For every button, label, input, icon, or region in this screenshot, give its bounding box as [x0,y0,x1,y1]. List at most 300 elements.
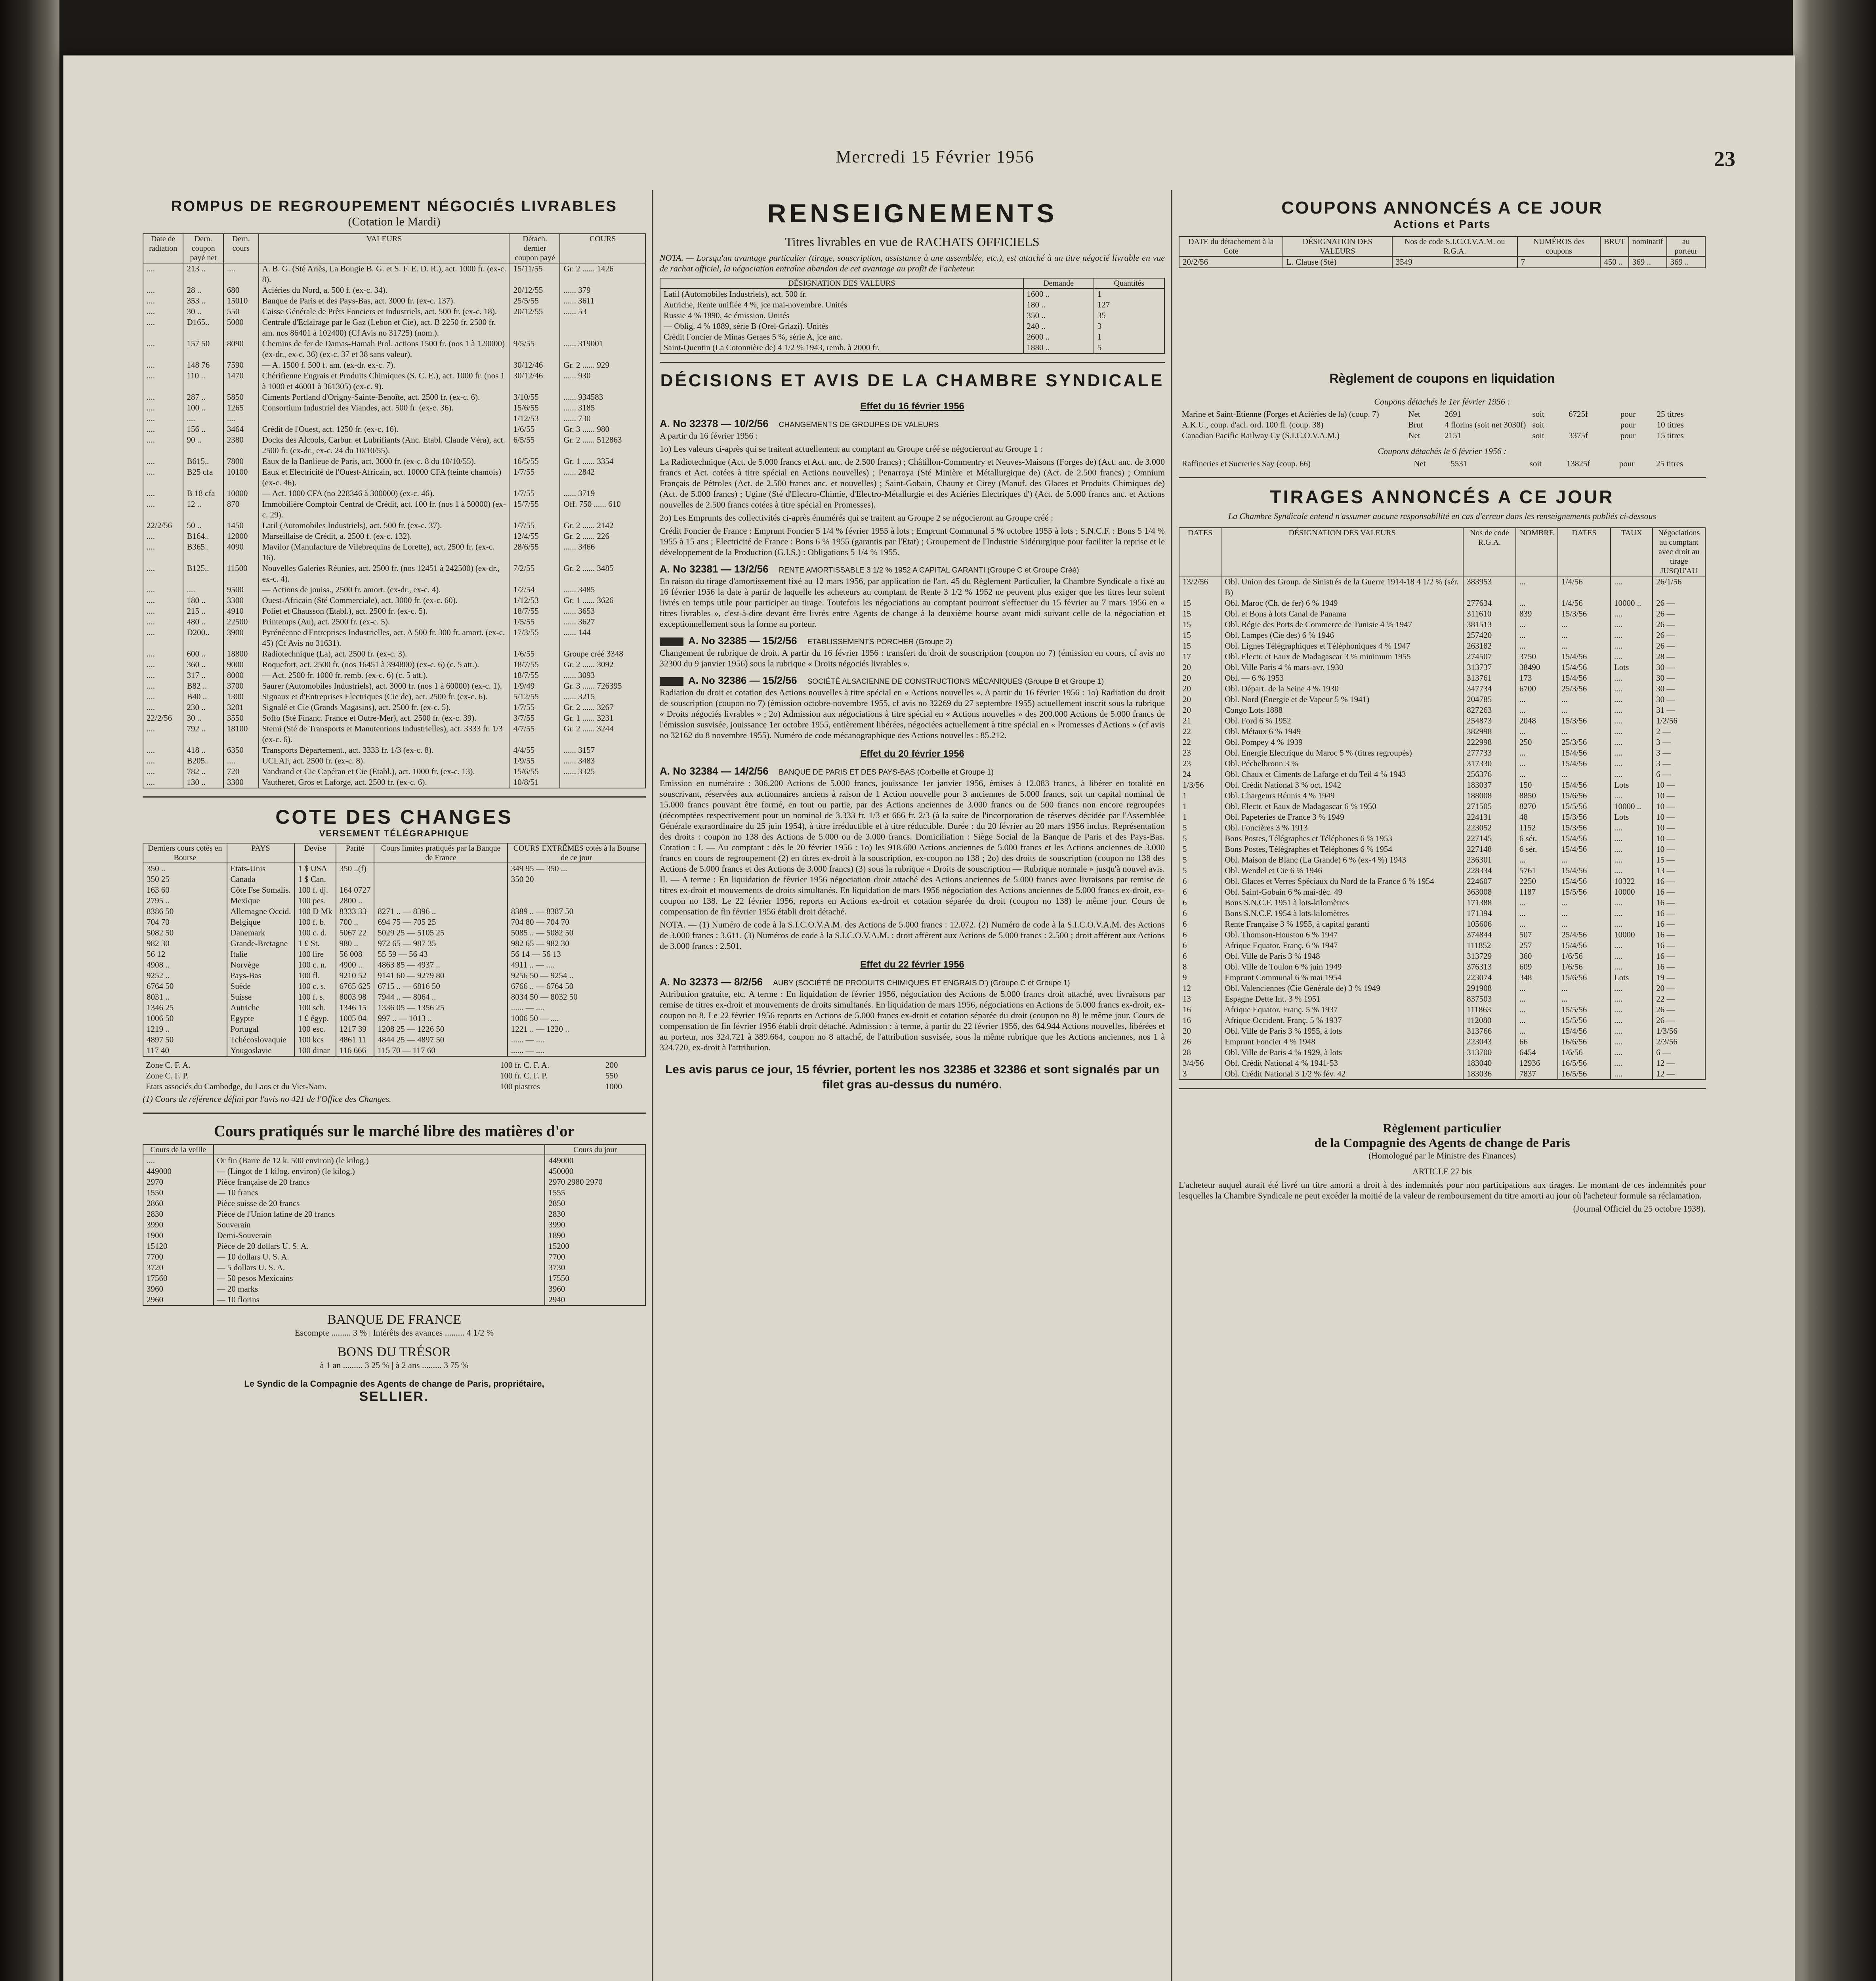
table-cell: Banque de Paris et des Pays-Bas, act. 3000 fr. (ex-c. 137). [259,296,510,306]
table-cell: 7837 [1516,1069,1558,1080]
table-cell: 16 — [1653,887,1705,897]
table-row [143,306,645,317]
table-row [143,766,645,777]
bons-line: à 1 an ......... 3 25 % | à 2 ans ......... 3 75 % [320,1360,469,1370]
table-cell: 110 .. [183,370,223,392]
table-cell: 183036 [1463,1069,1516,1080]
table-cell: .... [1611,962,1653,972]
table-row [1179,651,1705,662]
table-cell: Autriche [227,1002,295,1013]
table-cell: 171394 [1463,908,1516,919]
table-cell: .... [1611,897,1653,908]
table-cell: ...... — .... [508,1045,645,1056]
table-cell: 26 — [1653,1015,1705,1026]
table-cell: 350 ..(f) [336,863,374,874]
table-cell: ... [1516,897,1558,908]
table-cell: 782 .. [183,766,223,777]
table-cell: .... [1611,651,1653,662]
table-cell: 263182 [1463,641,1516,651]
table-cell: ... [1558,630,1611,641]
table-cell: 3960 [147,1284,163,1294]
table-row [143,745,645,756]
table-cell: ... [1516,619,1558,630]
table-cell: 26 — [1653,598,1705,609]
table-cell: 15120 [147,1241,168,1251]
renseignements-subtitle: Titres livrables en vue de RACHATS OFFICIELS [785,235,1040,249]
table-cell: .... [1611,748,1653,758]
table-cell: — 20 marks [214,1284,545,1294]
table-cell: Eaux et Electricité de l'Ouest-Africain, act. 10000 CFA (teinte chamois) (ex-c. 46). [259,467,510,488]
table-cell: Signalé et Cie (Grands Magasins), act. 2500 fr. (ex-c. 5). [259,702,510,713]
table-row [143,542,645,563]
table-cell: 6764 50 [147,981,174,991]
table-cell: Espagne Dette Int. 3 % 1951 [1221,994,1463,1004]
table-cell: 3990 [545,1220,645,1230]
table-cell: ... [1516,630,1558,641]
table-cell: — 10 florins [214,1294,545,1305]
table-cell: 6 [1183,951,1187,961]
decisions-section [660,371,1165,1092]
table-cell: 7 [1517,256,1601,268]
table-cell: 5 [1183,866,1187,875]
table-cell [510,317,560,338]
table-cell: 100 c. n. [294,960,336,970]
table-row [1179,1015,1705,1026]
table-cell: 100 kcs [294,1034,336,1045]
table-cell: 115 70 — 117 60 [374,1045,507,1056]
table-cell: Obl. Valenciennes (Cie Générale de) 3 % 1949 [1221,983,1463,994]
table-row [143,938,645,949]
table-cell: 6350 [223,745,259,756]
table-cell: — Act. 1000 CFA (no 228346 à 300000) (ex-c. 46). [259,488,510,499]
table-cell: 7700 [545,1252,645,1262]
renseignements-nota: NOTA. — Lorsqu'un avantage particulier (tirage, souscription, assistance à une assemblée, etc.), est attaché à un titre négocié livrable en vue de rachat officiel, la négociation entraîne abandon de cet avantage au profit de l'acheteur. [660,253,1165,273]
table-cell: 10100 [223,467,259,488]
table-row [143,392,645,403]
table-row [143,1241,645,1252]
table-cell: 350 .. [1023,310,1094,321]
table-cell: .... [1611,769,1653,780]
table-cell: 9/5/55 [510,338,560,360]
table-row [143,1230,645,1241]
table-cell: Ciments Portland d'Origny-Sainte-Benoîte, act. 2500 fr. (ex-c. 6). [259,392,510,403]
table-cell: Suisse [227,992,295,1002]
table-row [143,906,645,917]
table-cell: B82 .. [183,681,223,691]
avis-title: BANQUE DE PARIS ET DES PAYS-BAS (Corbeille et Groupe 1) [779,768,994,777]
table-cell: 5/12/55 [510,691,560,702]
table-cell: Bons Postes, Télégraphes et Téléphones 6 % 1954 [1221,844,1463,855]
table-cell: B25 cfa [183,467,223,488]
avis-paragraph: 1o) Les valeurs ci-après qui se traitent actuellement au comptant au Groupe créé se négocieront au Groupe 1 : [660,444,1043,454]
table-row [143,1294,645,1305]
tirages-subtitle: La Chambre Syndicale entend n'assumer aucune responsabilité en cas d'erreur dans les renseignements publiés ci-dessous [1228,511,1657,521]
table-cell: Or fin (Barre de 12 k. 500 environ) (le kilog.) [214,1155,545,1166]
table-cell: 16 — [1653,897,1705,908]
table-cell: 2600 .. [1023,332,1094,342]
or-section [143,1122,646,1405]
table-cell: 287 .. [183,392,223,403]
column-header: Dern. cours [223,234,259,263]
avis-32378 [660,418,1165,430]
reglement-article: ARTICLE 27 bis [1412,1166,1472,1176]
table-cell: 100 f. dj. [294,885,336,895]
table-cell: 240 .. [1023,321,1094,332]
table-cell: 30/12/46 [510,360,560,370]
avis-number: A. No 32373 — 8/2/56 [660,976,763,988]
table-cell: Obl. — 6 % 1953 [1221,673,1463,683]
table-cell: 3300 [223,777,259,788]
table-cell: 839 [1516,609,1558,619]
table-cell: 12 [1183,983,1191,993]
table-cell: 5531 [1450,459,1468,468]
table-cell: 8389 .. — 8387 50 [508,906,645,917]
table-cell: 9000 [223,659,259,670]
table-cell: 3300 [223,595,259,606]
table-cell: 12000 [223,531,259,542]
table-cell: Canadian Pacific Railway Cy (S.I.C.O.V.A.M.) [1182,431,1340,440]
section-separator [1179,477,1706,478]
table-cell: Obl. Pompey 4 % 1939 [1221,737,1463,748]
table-cell: 183037 [1463,780,1516,790]
table-cell: Obl. Maroc (Ch. de fer) 6 % 1949 [1221,598,1463,609]
table-cell: 1/6/56 [1558,951,1611,962]
table-cell: UCLAF, act. 2500 fr. (ex-c. 8). [259,756,510,766]
table-row [1179,887,1705,897]
table-cell: 23 [1183,748,1191,758]
table-cell: Gr. 2 ...... 3267 [560,702,645,713]
table-cell: 15/7/55 [510,499,560,520]
table-cell: 30 — [1653,683,1705,694]
table-cell: ... [1558,855,1611,865]
table-cell: .... [1611,865,1653,876]
table-cell: Obl. Chargeurs Réunis 4 % 1949 [1221,790,1463,801]
table-cell: ... [1558,908,1611,919]
table-row [1179,823,1705,833]
table-cell: Obl. Crédit National 4 % 1941-53 [1221,1058,1463,1069]
table-cell: Transports Département., act. 3333 fr. 1/3 (ex-c. 8). [259,745,510,756]
column-header: Détach. dernier coupon payé [510,234,560,263]
table-cell [508,885,645,895]
table-cell: A. B. G. (Sté Ariès, La Bougie B. G. et S. F. E. D. R.), act. 1000 fr. (ex-c. 8). [259,263,510,285]
table-cell: Gr. 1 ...... 3626 [560,595,645,606]
table-cell: 381513 [1463,619,1516,630]
table-row [1179,1004,1705,1015]
table-cell: Gr. 2 ...... 3092 [560,659,645,670]
table-row [1179,1047,1705,1058]
table-cell: Obl. Glaces et Verres Spéciaux du Nord de la France 6 % 1954 [1221,876,1463,887]
table-cell [374,874,507,885]
column-header: Nos de code S.I.C.O.V.A.M. ou R.G.A. [1392,237,1517,256]
tirages-title: TIRAGES ANNONCÉS A CE JOUR [1270,487,1615,507]
table-row [143,1034,645,1045]
table-cell: Radiotechnique (La), act. 2500 fr. (ex-c. 3). [259,649,510,659]
table-cell [336,874,374,885]
table-cell: 449000 [545,1155,645,1166]
table-cell: 28 — [1653,651,1705,662]
table-cell: Obl. Union des Group. de Sinistrés de la Guerre 1914-18 4 1/2 % (sér. B) [1221,576,1463,598]
table-cell: Bons S.N.C.F. 1954 à lots-kilomètres [1221,908,1463,919]
column-header: VALEURS [259,234,510,263]
table-cell: ...... 144 [560,627,645,649]
column-header: Derniers cours cotés en Bourse [143,843,227,863]
table-cell: 313766 [1463,1026,1516,1036]
decisions-footer: Les avis parus ce jour, 15 février, portent les nos 32385 et 32386 et sont signalés par un filet gras au-dessus du numéro. [665,1063,1160,1091]
table-cell: 100 fl. [294,970,336,981]
table-row [143,917,645,928]
table-cell: 694 75 — 705 25 [374,917,507,928]
table-cell: 1 £ St. [294,938,336,949]
table-row [143,1177,645,1187]
table-cell: Stemi (Sté de Transports et Manutentions Industrielles), act. 3333 fr. 1/3 (ex-c. 6). [259,723,510,745]
table-cell: ... [1516,641,1558,651]
table-cell: 369 .. [1667,256,1705,268]
table-row [143,960,645,970]
table-cell: 277733 [1463,748,1516,758]
table-cell: 236301 [1463,855,1516,865]
avis-title: AUBY (SOCIÉTÉ DE PRODUITS CHIMIQUES ET ENGRAIS D') (Groupe C et Groupe 1) [773,979,1070,987]
table-row [1179,844,1705,855]
table-row [1179,972,1705,983]
table-cell: ... [1516,908,1558,919]
page-header [63,147,1795,178]
table-cell: 15/5/56 [1558,1004,1611,1015]
avis-number: A. No 32386 — 15/2/56 [688,674,797,686]
newspaper-page [63,55,1795,1981]
table-cell: 15/4/56 [1558,780,1611,790]
table-cell: 376313 [1463,962,1516,972]
table-row [143,928,645,938]
table-cell: 3/10/55 [510,392,560,403]
table-cell: 450000 [545,1166,645,1177]
table-cell: 100 c. s. [294,981,336,992]
table-cell: ... [1558,897,1611,908]
table-row [143,713,645,723]
table-cell: ...... — .... [508,1002,645,1013]
table-cell: 1/6/55 [510,424,560,435]
table-cell: .... [1611,994,1653,1004]
table-cell: 20 [1183,1026,1191,1036]
table-cell: Crédit Foncier de Minas Geraes 5 %, série A, jce anc. [664,332,842,342]
table-cell: Rente Française 3 % 1955, à capital garanti [1221,919,1463,929]
table-cell: 100 c. d. [294,928,336,938]
table-cell: 10/8/51 [510,777,560,788]
table-cell: .... [1611,641,1653,651]
table-cell: .... [223,263,259,285]
table-cell: 13 — [1653,865,1705,876]
table-row [143,863,645,874]
table-cell: 15010 [223,296,259,306]
table-cell: — 10 francs [214,1187,545,1198]
table-cell: Saurer (Automobiles Industriels), act. 3000 fr. (nos 1 à 60000) (ex-c. 1). [259,681,510,691]
table-cell: 317330 [1463,758,1516,769]
table-cell: 720 [223,766,259,777]
table-row [143,1273,645,1284]
table-cell: 2940 [545,1294,645,1305]
table-row [1179,769,1705,780]
table-cell: Gr. 2 ...... 226 [560,531,645,542]
table-row [143,499,645,520]
table-cell: — 50 pesos Mexicains [214,1273,545,1284]
table-cell: Pièce de l'Union latine de 20 francs [214,1209,545,1220]
table-cell: Obl. Ville de Paris 3 % 1948 [1221,951,1463,962]
table-cell: 22 [1183,737,1191,747]
banque-title: BANQUE DE FRANCE [327,1312,462,1327]
table-cell: Obl. Nord (Energie et de Vapeur 5 % 1941) [1221,694,1463,705]
table-cell: ... [1558,994,1611,1004]
table-cell: ... [1558,641,1611,651]
table-cell: 16 — [1653,929,1705,940]
table-cell: 254873 [1463,716,1516,726]
page-number: 23 [1714,147,1735,171]
table-cell: 200 [605,1060,618,1070]
table-cell: 480 .. [183,616,223,627]
table-row [143,1071,646,1081]
table-cell: 157 50 [183,338,223,360]
table-cell: 26 [1183,1037,1191,1046]
table-cell: 313729 [1463,951,1516,962]
table-cell: B615.. [183,456,223,467]
table-cell: 50 .. [183,520,223,531]
table-cell: .... [1611,576,1653,598]
table-cell: 1890 [545,1230,645,1241]
table-cell: 227148 [1463,844,1516,855]
table-cell: 9 [1183,973,1187,982]
table-cell: 183040 [1463,1058,1516,1069]
table-cell: .... [147,649,155,658]
table-cell: 22/2/56 [147,713,172,723]
table-cell: soit [1532,409,1544,419]
table-cell: 274507 [1463,651,1516,662]
table-cell: 3960 [545,1284,645,1294]
table-cell: 2 — [1653,726,1705,737]
table-cell: 30 .. [183,306,223,317]
table-cell: Emprunt Foncier 4 % 1948 [1221,1036,1463,1047]
table-cell: 1336 05 — 1356 25 [374,1002,507,1013]
table-cell: Latil (Automobiles Industriels), act. 500 fr. [664,289,807,299]
table-cell: 100 sch. [294,1002,336,1013]
table-row [1179,951,1705,962]
table-row [1179,1036,1705,1047]
table-cell: 130 .. [183,777,223,788]
table-cell: 3464 [223,424,259,435]
avis-title: CHANGEMENTS DE GROUPES DE VALEURS [779,421,939,429]
table-cell: 6/5/55 [510,435,560,456]
table-row [143,467,645,488]
table-cell: 25/4/56 [1558,929,1611,940]
table-cell: 7/2/55 [510,563,560,584]
table-cell: Egypte [227,1013,295,1024]
table-cell: 6766 .. — 6764 50 [508,981,645,992]
table-cell: ...... 3483 [560,756,645,766]
table-cell: Obl. et Bons à lots Canal de Panama [1221,609,1463,619]
table-cell: 2380 [223,435,259,456]
table-cell: ... [1558,983,1611,994]
table-cell: 257420 [1463,630,1516,641]
table-row [1179,929,1705,940]
table-cell: 5 [1183,844,1187,854]
table-cell: B40 .. [183,691,223,702]
table-cell: 16 — [1653,951,1705,962]
table-cell: 204785 [1463,694,1516,705]
table-cell: Brut [1408,420,1423,429]
table-cell: 1217 39 [336,1024,374,1034]
table-cell: 972 65 — 987 35 [374,938,507,949]
table-cell: 90 .. [183,435,223,456]
table-cell: 1005 04 [336,1013,374,1024]
table-cell: 350 .. [147,864,166,873]
table-cell: 100 pes. [294,895,336,906]
table-cell: 1219 .. [147,1024,170,1034]
table-cell: 1/7/55 [510,520,560,531]
avis-32386-text: Radiation du droit et cotation des Actions nouvelles à titre spécial en « Actions nouvelles ». A partir du 16 février 1956 : 1o) Radiation du droit de souscription (coupon no 7) (émission octobre-novembre 1955, cf avis no 32269 du 27 septembre 1955) actuellement inscrit sous la rubrique « Droits négociés livrables » ; 2o) Admission aux négociations à titre spécial en « Actions nouvelles » des 200.000 Actions de 5.000 francs de l'émission susvisée, jouissance 1er octobre 1955, entièrement libérées, négociées actuellement à titre spécial en « Promesses d'Actions » (cf avis no 32162 du 8 novembre 1955). Numéro de code mécanographique des Actions nouvelles : 85.212. [660,687,1165,740]
table-cell: 363008 [1463,887,1516,897]
table-cell: 15/3/56 [1558,812,1611,823]
table-cell: — Actions de jouiss., 2500 fr. amort. (ex-dr., ex-c. 4). [259,584,510,595]
table-cell: D200.. [183,627,223,649]
table-cell: 16/5/55 [510,456,560,467]
table-cell: Obl. Lampes (Cie des) 6 % 1946 [1221,630,1463,641]
table-row [143,981,645,992]
table-cell: ... [1516,705,1558,716]
table-cell: 383953 [1463,576,1516,598]
table-cell: 100 fr. C. F. A. [500,1060,550,1070]
table-row [143,777,645,788]
table-cell: 173 [1516,673,1558,683]
table-cell: — 5 dollars U. S. A. [214,1262,545,1273]
table-row [143,1155,645,1166]
table-cell: 2151 [1445,431,1462,440]
table-cell: ...... 3627 [560,616,645,627]
table-cell: Italie [227,949,295,960]
renseignements-table [660,278,1165,354]
table-cell: ...... 379 [560,285,645,296]
table-cell: 1 [1094,288,1164,300]
table-cell: 1/9/55 [510,756,560,766]
table-cell: .... [223,756,259,766]
table-cell: ... [1516,576,1558,598]
avis-number: A. No 32378 — 10/2/56 [660,418,769,429]
table-cell: 1000 [605,1082,622,1091]
table-cell: 609 [1516,962,1558,972]
table-row [143,424,645,435]
table-cell: .... [147,499,155,509]
table-row [143,949,645,960]
avis-paragraph: Crédit Foncier de France : Emprunt Foncier 5 1/4 % février 1955 à lots ; Emprunt Communal 5 % octobre 1955 à lots ; S.N.C.F. : Bons 5 1/4 % 1955 à 15 ans ; Electricité de France : Bons 6 % 1955 (garantis par l'Etat) ; Groupement de l'Industrie Sidérurgique pour faciliter la reprise et le développement de la Production (G.I.S.) : Obligations 5 1/4 % 1955. [660,526,1165,557]
table-cell: .... [147,264,155,273]
rompus-subtitle: (Cotation le Mardi) [348,215,441,228]
table-cell: 5 [1094,342,1164,353]
table-cell: Caisse Générale de Prêts Fonciers et Industriels, act. 500 fr. (ex-c. 18). [259,306,510,317]
table-cell: 1/3/56 [1183,780,1204,790]
table-cell: 347734 [1463,683,1516,694]
table-cell: 156 .. [183,424,223,435]
table-cell: .... [1611,1036,1653,1047]
rompus-table [143,233,646,788]
table-cell: 8270 [1516,801,1558,812]
table-cell: 997 .. — 1013 .. [374,1013,507,1024]
table-row [1179,876,1705,887]
table-cell: 1/4/56 [1558,598,1611,609]
table-row [143,895,645,906]
table-cell: 8034 50 — 8032 50 [508,992,645,1002]
table-cell: Docks des Alcools, Carbur. et Lubrifiants (Anc. Etabl. Claude Véra), act. 2500 fr. (ex-dr., ex-c. 24 du 10/10/55). [259,435,510,456]
table-cell: 105606 [1463,919,1516,929]
table-row [1179,641,1705,651]
table-cell: 16 [1183,1005,1191,1014]
table-cell [1565,420,1617,430]
table-cell: 100 D Mk [294,906,336,917]
